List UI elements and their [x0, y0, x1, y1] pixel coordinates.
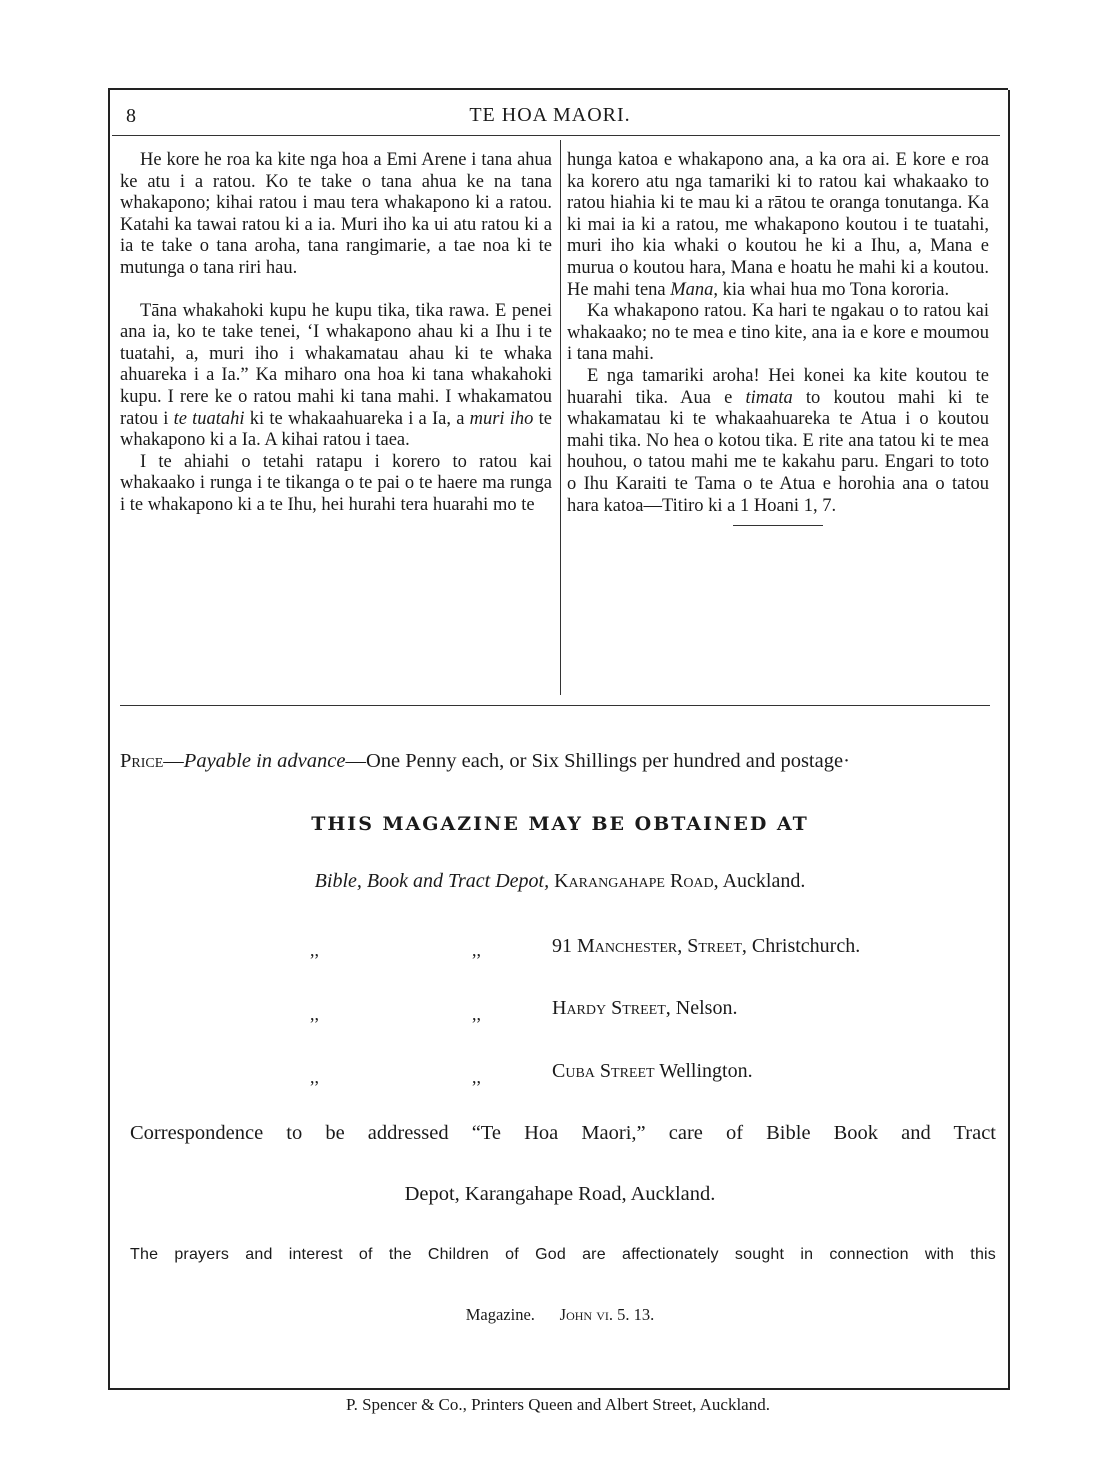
article-end-rule: [733, 525, 823, 526]
depot-nelson: Hardy Street, Nelson.: [552, 997, 738, 1019]
right-paragraph-2: Ka whakapono ratou. Ka hari te ngakau o to ratou kai whakaako; no te mea e tino kite, ana ia e kore e moumou i tana mahi.: [567, 301, 989, 365]
obtain-heading: THIS MAGAZINE MAY BE OBTAINED AT: [311, 813, 809, 835]
depot-christchurch: 91 Manchester, Street, Christchurch.: [552, 935, 861, 957]
italic-text: te tuatahi: [173, 408, 245, 429]
running-head: TE HOA MAORI.: [469, 104, 631, 126]
price-notice: Price—Payable in advance—One Penny each, or Six Shillings per hundred and postage·: [120, 750, 850, 772]
column-separator: [560, 140, 561, 695]
header-rule: [112, 135, 1000, 136]
ditto-mark: ,,: [472, 1004, 481, 1024]
right-paragraph-1: hunga katoa e whakapono ana, a ka ora ai. E kore e roa ka korero atu nga tamariki ki to ratou kai whakaako to ratou hiahia ki te mau ki a rātou te oranga tonutanga. Ka ki mai ia ki a ratou, me whakapono koutou i te tuatahi, muri iho kia whaki o koutou he ki a Ihu, a, Mana e murua o koutou hara, Mana e hoatu he mahi ki a koutou. He mahi tena Mana, kia whai hua mo Tona kororia.: [567, 150, 989, 300]
ditto-mark: ,,: [310, 940, 319, 960]
frame-bottom-rule: [108, 1388, 1008, 1390]
ditto-mark: ,,: [310, 1004, 319, 1024]
page-number: 8: [126, 105, 136, 127]
right-column: [567, 150, 989, 526]
correspondence-line-2: Depot, Karangahape Road, Auckland.: [404, 1183, 716, 1205]
left-paragraph-1: He kore he roa ka kite nga hoa a Emi Arene i tana ahua ke atu i a ratou. Ko te take o tana ahua ke na tana whakapono; kihai ratou i mau tera whakapono ki a ratou. Katahi ka tawai ratou ki a ia. Muri iho ka ui atu ratou ki a ia te take o tana aroha, tana rangimarie, a tae noa ki te mutunga o tana riri hau.: [120, 150, 552, 278]
italic-text: Mana: [670, 279, 714, 300]
right-paragraph-3: E nga tamariki aroha! Hei konei ka kite koutou te huarahi tika. Aua e timata to koutou mahi ki te whakamatau ki te whakaahuareka te Atua i o koutou mahi tika. No hea o kotou tika. E rite ana tatou ki te mea houhou, o tatou mahi me te kakahu paru. Engari to toto o Ihu Karaiti te Tama o te Atua e horohia ana o tatou hara katoa—Titiro ki a 1 Hoani 1, 7.: [567, 365, 990, 516]
ditto-mark: ,,: [310, 1067, 319, 1087]
left-paragraph-3: I te ahiahi o tetahi ratapu i korero to ratou kai whakaako i runga i te tikanga o te pai o te haere ma runga i te whakapono ki a te Ihu, hei hurahi tera huarahi mo te: [120, 451, 552, 515]
ditto-mark: ,,: [472, 1067, 481, 1087]
depot-auckland: Bible, Book and Tract Depot, Karangahape Road, Auckland.: [314, 870, 806, 892]
printer-imprint: P. Spencer & Co., Printers Queen and Albert Street, Auckland.: [346, 1395, 770, 1414]
correspondence-line-1: Correspondence to be addressed “Te Hoa Maori,” care of Bible Book and Tract: [130, 1122, 996, 1144]
italic-text: muri iho: [469, 408, 534, 429]
prayer-line-1: The prayers and interest of the Children of God are affectionately sought in connection with this: [130, 1246, 996, 1263]
left-column: [120, 150, 552, 517]
section-rule: [120, 705, 990, 706]
depot-wellington: Cuba Street Wellington.: [552, 1060, 753, 1082]
prayer-line-2: Magazine. John vi. 5. 13.: [465, 1305, 655, 1324]
left-paragraph-2: Tāna whakahoki kupu he kupu tika, tika rawa. E penei ana ia, ko te take tenei, ‘I whakapono ahau ki a Ihu i te tuatahi, a, muri iho i whakamatau ahau ki te whaka ahuareka i a Ia.” Ka miharo ona hoa ki tana whakahoki kupu. I rere ke o ratou mahi ki tana mahi. I whakamatou ratou i te tuatahi ki te whakaahuareka i a Ia, a muri iho te whakapono ki a Ia. A kihai ratou i taea.: [120, 300, 553, 451]
italic-text: timata: [745, 387, 793, 408]
ditto-mark: ,,: [472, 940, 481, 960]
